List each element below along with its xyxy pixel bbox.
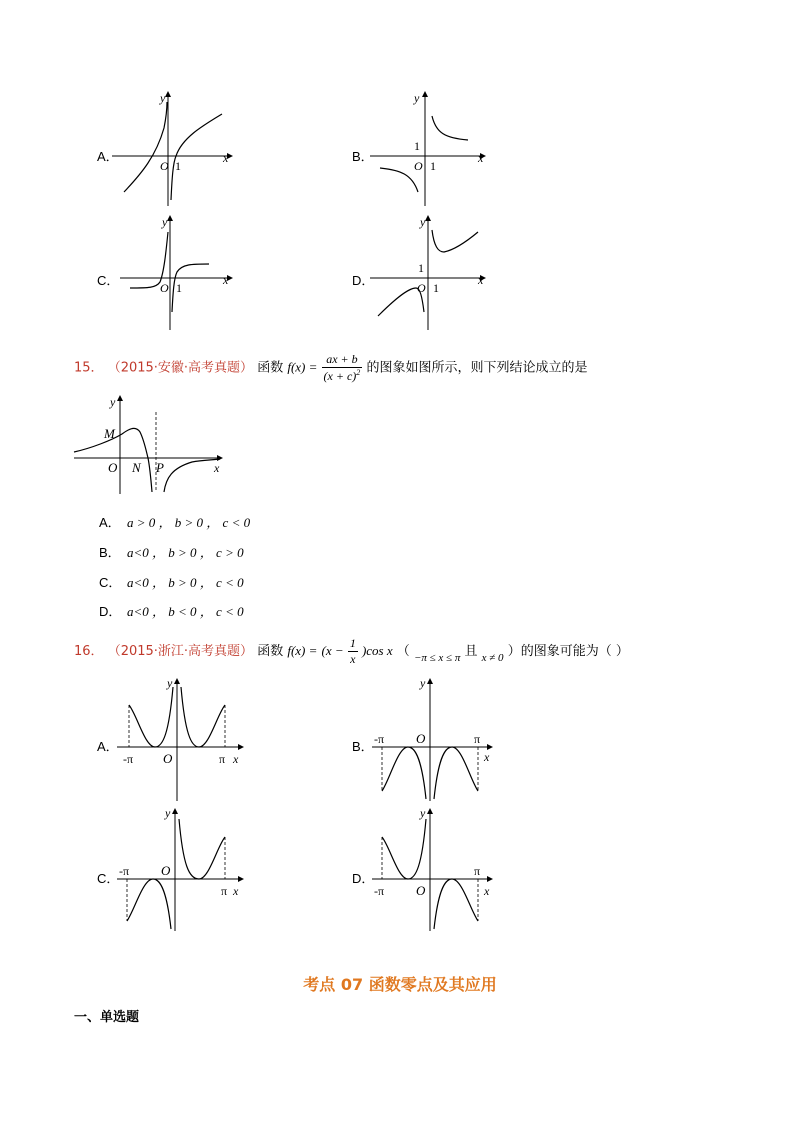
svg-text:1: 1 (418, 261, 424, 275)
svg-text:1: 1 (430, 159, 436, 173)
q16-option-a-label: A． (97, 739, 119, 754)
q14-graph-a (112, 88, 242, 208)
q16-option-c-label: C． (97, 871, 120, 886)
svg-text:-π: -π (123, 752, 134, 766)
svg-text:y: y (420, 215, 426, 229)
q15-number: 15． (74, 360, 104, 376)
q16-option-d-label: D． (352, 871, 375, 886)
svg-text:1: 1 (176, 281, 182, 295)
svg-text:x: x (484, 750, 490, 764)
svg-text:π: π (221, 884, 228, 898)
svg-text:x: x (484, 884, 490, 898)
q15-prefix: 函数 (257, 360, 284, 376)
svg-text:N: N (132, 460, 141, 475)
svg-text:M: M (104, 426, 115, 441)
svg-text:y: y (167, 676, 173, 690)
svg-text:O: O (160, 159, 169, 173)
svg-text:y: y (420, 806, 426, 820)
svg-text:x: x (214, 461, 220, 475)
svg-text:π: π (219, 752, 226, 766)
q15-question (74, 352, 587, 384)
q15-option-a[interactable]: A． a > 0 ， b > 0 ， c < 0 (99, 515, 251, 530)
q15-func-lhs: f(x) = (287, 359, 318, 375)
svg-text:x: x (233, 884, 239, 898)
svg-text:π: π (474, 732, 481, 746)
svg-text:O: O (414, 159, 423, 173)
q15-option-c[interactable]: C． a<0 ， b > 0 ， c < 0 (99, 575, 244, 590)
q16-fraction: $\frac{1}{x}$ (349, 636, 356, 666)
svg-text:y: y (110, 395, 116, 409)
q15-option-b[interactable]: B． a<0 ， b > 0 ， c > 0 (99, 545, 244, 560)
svg-text:x: x (478, 273, 484, 287)
section-title: 考点 07 函数零点及其应用 (303, 975, 497, 994)
svg-text:x: x (223, 273, 229, 287)
svg-text:x: x (223, 151, 229, 165)
q16-number: 16． (74, 644, 104, 659)
svg-text:y: y (165, 806, 171, 820)
q15-option-d[interactable]: D． a<0 ， b < 0 ， c < 0 (99, 604, 244, 619)
svg-text:-π: -π (374, 884, 385, 898)
svg-text:O: O (161, 863, 171, 878)
q16-source: （2015·浙江·高考真题） (107, 644, 254, 659)
svg-text:O: O (160, 281, 169, 295)
q16-graph-b (370, 675, 500, 805)
svg-text:-π: -π (374, 732, 385, 746)
q16-question: 16． （2015·浙江·高考真题） 函数 f(x) = (x − $\frac{1}{x}$ )cos x （ $_{-\pi \le x \le \pi}$ 且 $_{x \ne 0}$ ）的图象可能为（ ） (74, 636, 629, 666)
svg-text:P: P (156, 460, 164, 475)
svg-text:O: O (416, 883, 426, 898)
q16-graph-d (370, 805, 500, 935)
svg-text:y: y (420, 676, 426, 690)
q16-prefix: 函数 (257, 644, 284, 659)
q14-graph-d (370, 212, 495, 332)
q15-suffix: 的图象如图所示，则下列结论成立的是 (366, 360, 588, 376)
q14-option-c-label: C． (97, 273, 120, 288)
svg-text:y: y (414, 91, 420, 105)
svg-text:O: O (108, 460, 118, 475)
svg-text:x: x (233, 752, 239, 766)
svg-text:1: 1 (414, 139, 420, 153)
svg-text:-π: -π (119, 864, 130, 878)
svg-text:O: O (416, 731, 426, 746)
svg-text:O: O (163, 751, 173, 766)
svg-text:1: 1 (433, 281, 439, 295)
subsection-title: 一、单选题 (74, 1010, 140, 1025)
q14-option-a-label: A． (97, 149, 119, 164)
q16-graph-a (115, 675, 250, 805)
q14-graph-b (370, 88, 495, 208)
q16-graph-c (115, 805, 250, 935)
svg-text:1: 1 (175, 159, 181, 173)
svg-text:π: π (474, 864, 481, 878)
svg-text:y: y (162, 215, 168, 229)
svg-text:O: O (417, 281, 426, 295)
q15-source: （2015·安徽·高考真题） (107, 360, 254, 376)
q15-graph (72, 392, 232, 497)
q16-option-b-label: B． (352, 739, 374, 754)
svg-text:x: x (478, 151, 484, 165)
q14-graph-c (112, 212, 242, 332)
svg-text:y: y (160, 91, 166, 105)
q14-option-d-label: D． (352, 273, 375, 288)
q14-option-b-label: B． (352, 149, 374, 164)
q15-fraction: $\frac{ax + b}{(x + c)^2}$ (323, 352, 361, 383)
